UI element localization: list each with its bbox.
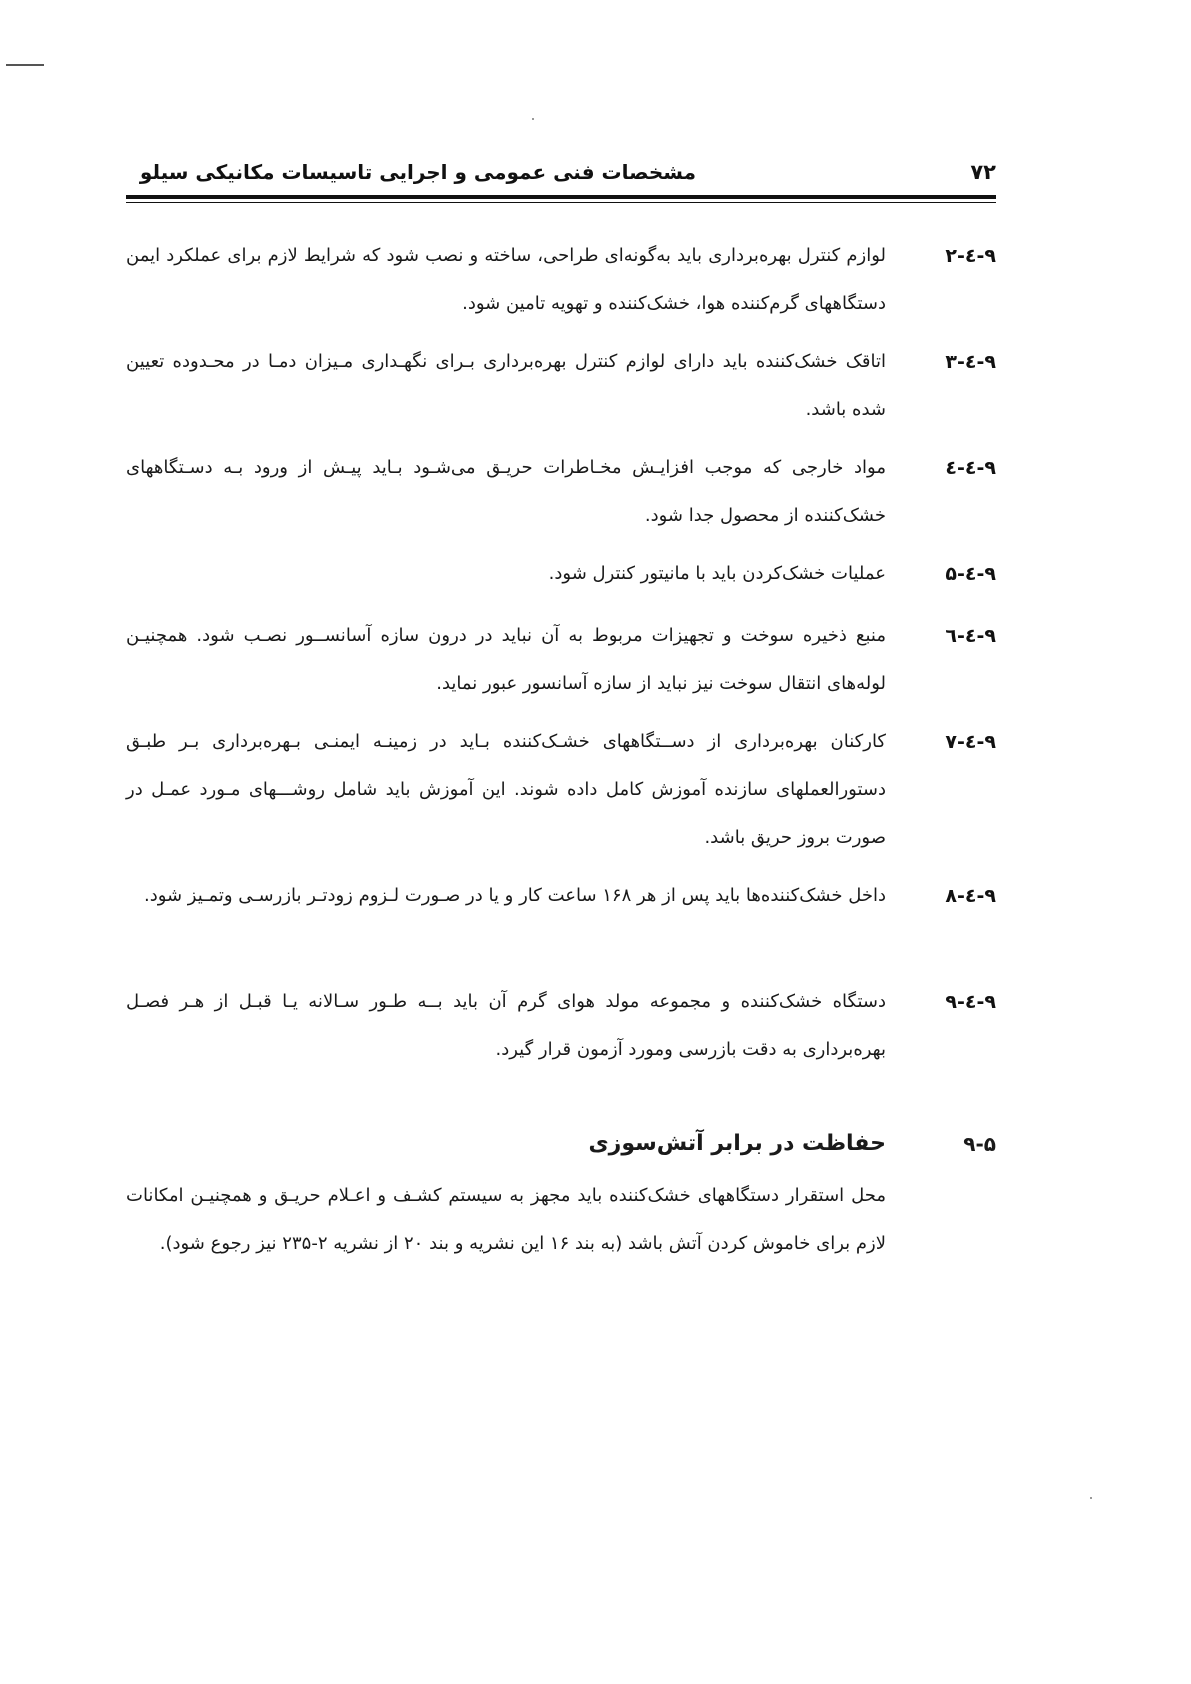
clause-text: عملیات خشک‌کردن باید با مانیتور کنترل شود. <box>548 563 886 584</box>
scan-speck <box>532 118 534 120</box>
clause-text: کارکنان بهره‌برداری از دســتگاههای خشـک‌کننده بـاید در زمینـه ایمنـی بـهره‌برداری بـر طبـق دستورالعملهای سازنده آموزش کامل داده شوند. این آموزش باید شامل روشـــهای مـورد عمـل در صورت بروز حریق باشد. <box>126 731 886 848</box>
header-rule <box>126 195 996 199</box>
margin-mark <box>6 64 44 66</box>
clause-number: ۹-٤-۸ <box>945 885 996 907</box>
section-title: حفاظت در برابر آتش‌سوزی <box>588 1131 886 1156</box>
clause-number: ۹-٤-۳ <box>945 351 996 373</box>
clause-number: ۹-٤-۵ <box>945 563 996 585</box>
page-header <box>126 150 996 190</box>
clause-text: دستگاه خشک‌کننده و مجموعه مولد هوای گرم آن باید بــه طـور سـالانه یـا قبـل از هـر فصـل بهره‌برداری به دقت بازرسی ومورد آزمون قرار گیرد. <box>126 991 886 1060</box>
clause-number: ۹-٤-٦ <box>945 625 996 647</box>
clause-text: منبع ذخیره سوخت و تجهیزات مربوط به آن نباید در درون سازه آسانســور نصـب شود. همچنیـن لوله‌های انتقال سوخت نیز نباید از سازه آسانسور عبور نماید. <box>126 625 886 694</box>
clause-number: ۹-٤-۲ <box>945 245 996 267</box>
section-body: محل استقرار دستگاههای خشک‌کننده باید مجهز به سیستم کشـف و اعـلام حریـق و همچنیـن امکانات لازم برای خاموش کردن آتش باشد (به بند ۱۶ این نشریه و بند ۲۰ از نشریه ۲-۲۳۵ نیز رجوع شود). <box>126 1185 886 1254</box>
clause-text: اتاقک خشک‌کننده باید دارای لوازم کنترل بهره‌برداری بـرای نگهـداری مـیزان دمـا در محـدوده تعیین شده باشد. <box>126 351 886 420</box>
scan-speck <box>1090 1497 1092 1499</box>
clause-text: داخل خشک‌کننده‌ها باید پس از هر ۱۶۸ ساعت کار و یا در صـورت لـزوم زودتـر بازرسـی وتمـیز شود. <box>143 885 886 906</box>
section-number: ۹-۵ <box>963 1132 996 1156</box>
clause-number: ۹-٤-۷ <box>945 731 996 753</box>
section-heading <box>126 1122 996 1166</box>
clause-text: لوازم کنترل بهره‌برداری باید به‌گونه‌ای طراحی، ساخته و نصب شود که شرایط لازم برای عملکرد ایمن دستگاههای گرم‌کننده هوا، خشک‌کننده و تهویه تامین شود. <box>126 245 886 314</box>
header-rule-thin <box>126 202 996 203</box>
clause-text: مواد خارجی که موجب افزایـش مخـاطرات حریـق می‌شـود بـاید پیـش از ورود بـه دسـتگاههای خشک‌کننده از محصول جدا شود. <box>126 457 886 526</box>
page-number: ۷۲ <box>970 160 996 184</box>
running-title: مشخصات فنی عمومی و اجرایی تاسیسات مکانیکی سیلو <box>139 160 696 184</box>
clause-number: ۹-٤-٤ <box>945 457 996 479</box>
clause-number: ۹-٤-۹ <box>945 991 996 1013</box>
